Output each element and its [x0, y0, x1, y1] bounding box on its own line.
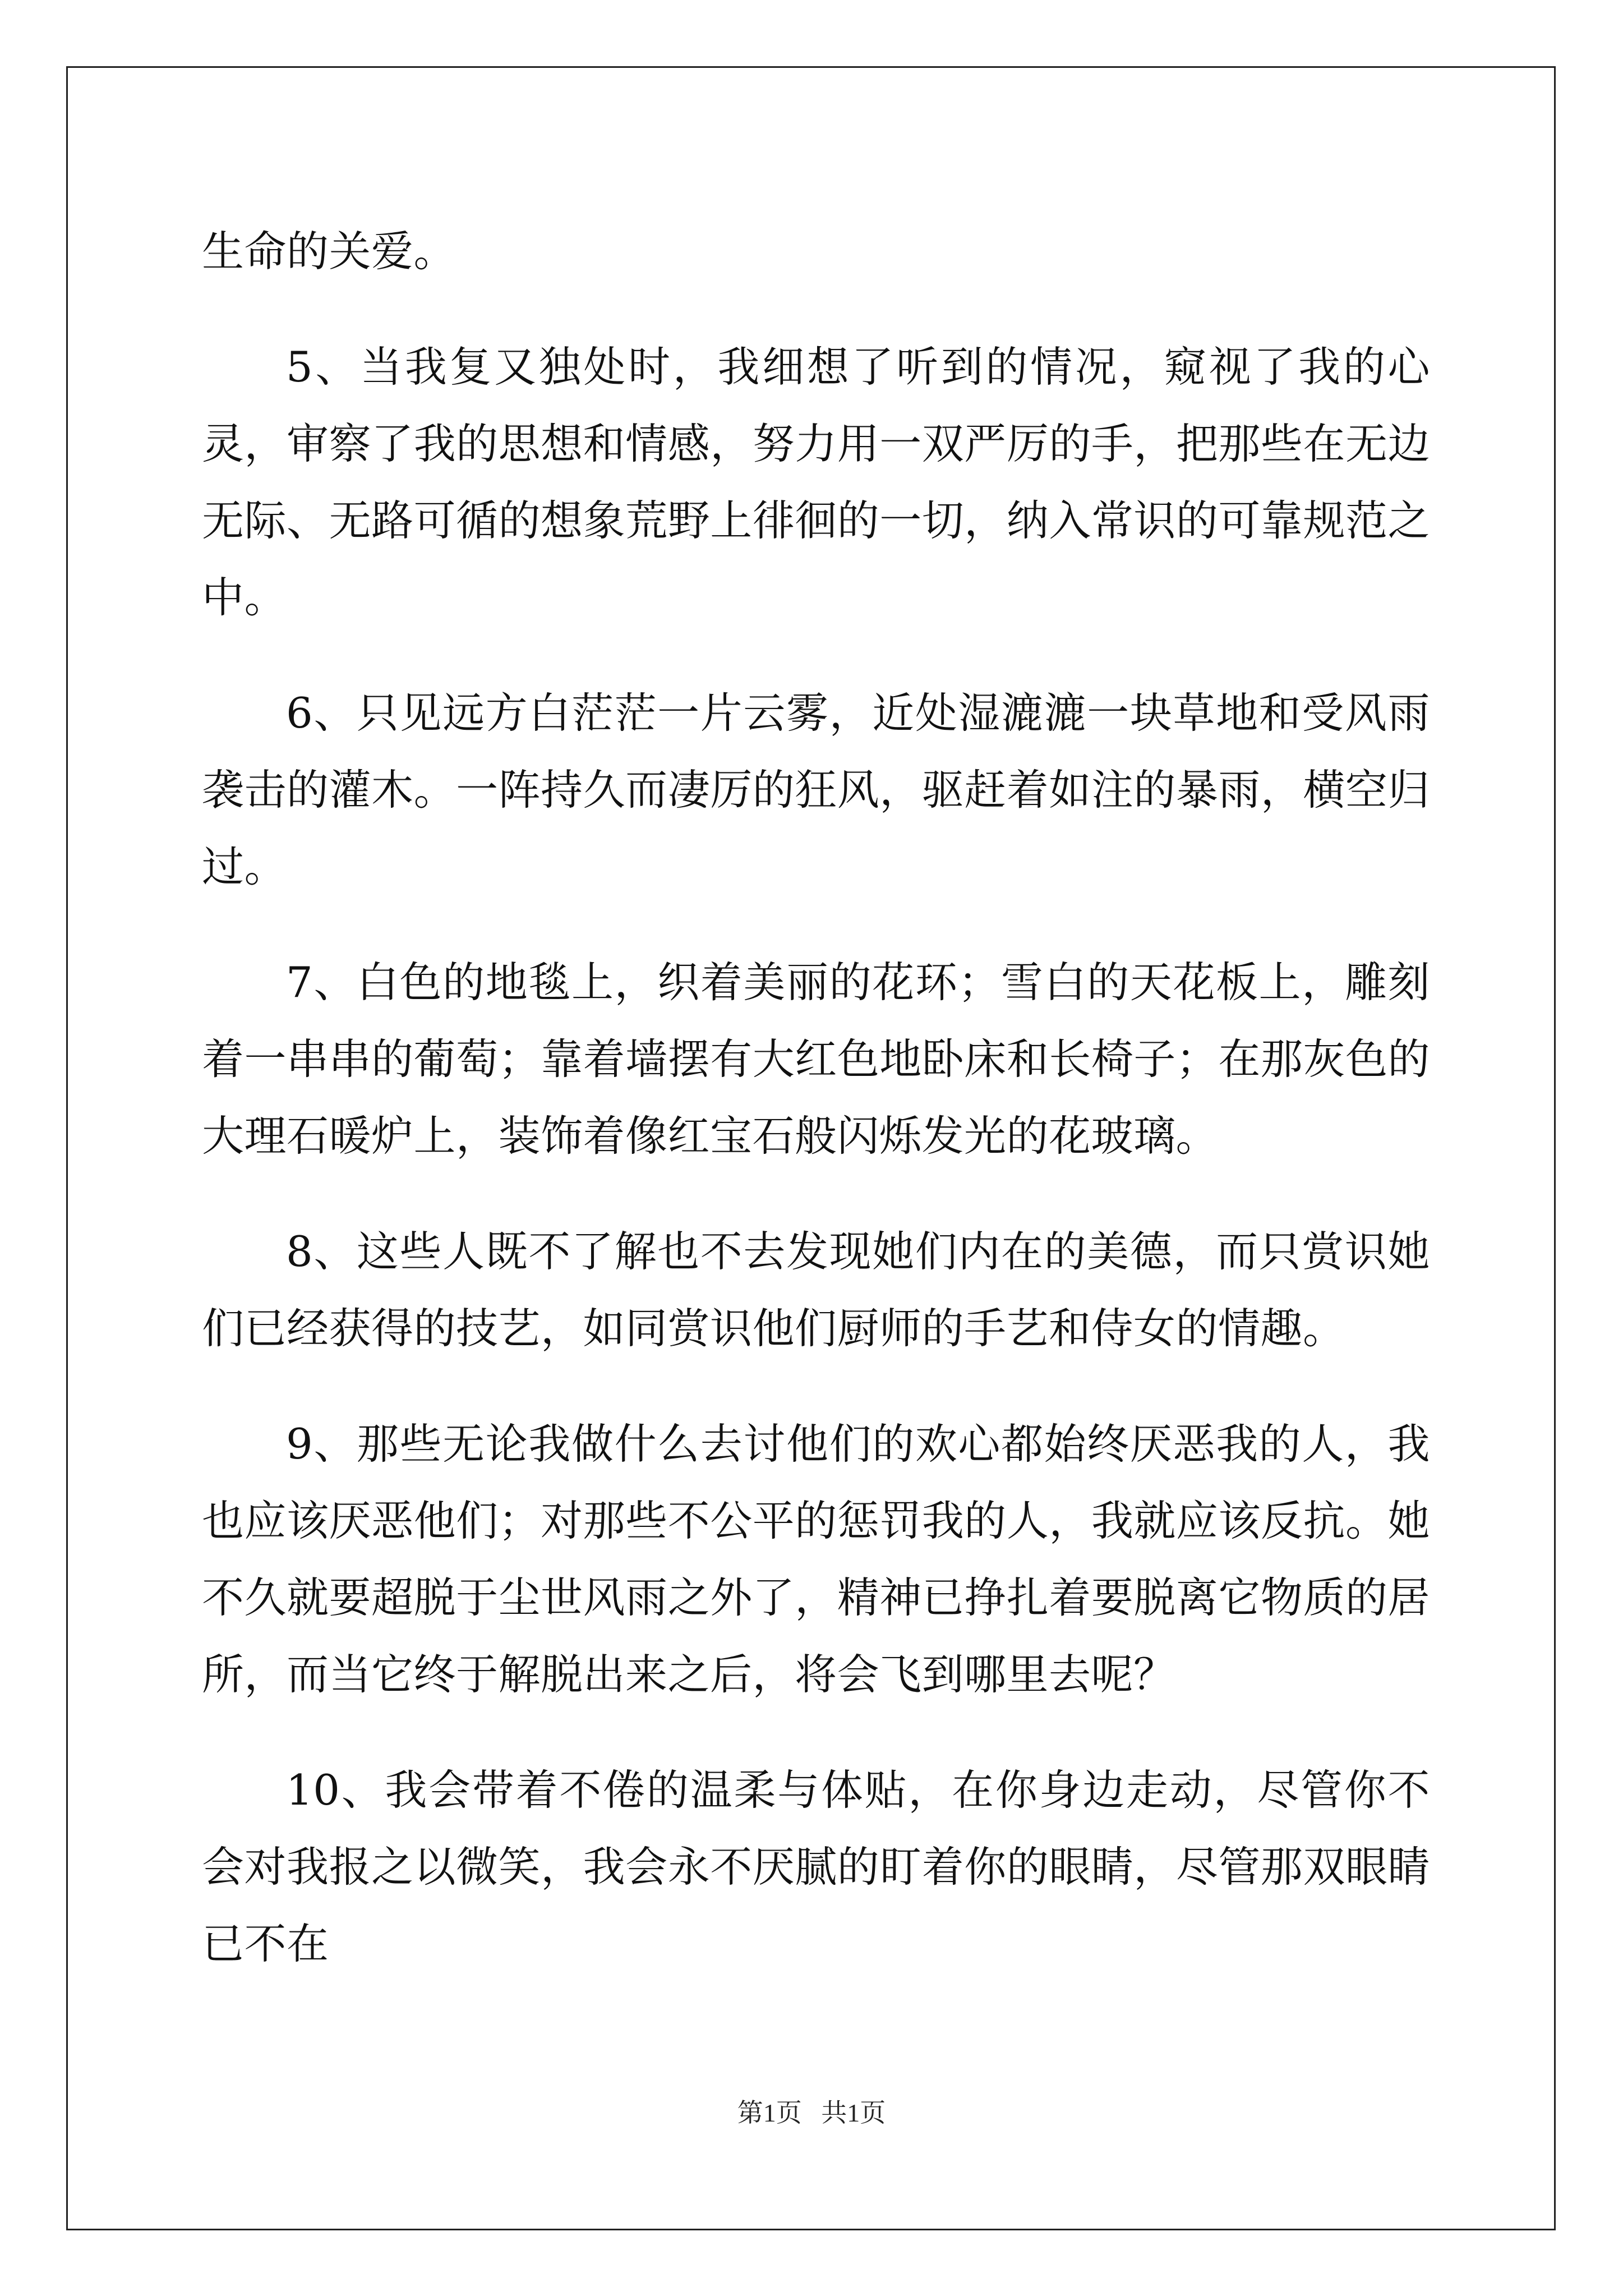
paragraph-continuation: 生命的关爱。	[202, 227, 457, 276]
paragraph-7: 7、白色的地毯上，织着美丽的花环；雪白的天花板上，雕刻着一串串的葡萄；靠着墙摆有大红色地卧床和长椅子；在那灰色的大理石暖炉上，装饰着像红宝石般闪烁发光的花玻璃。	[202, 958, 1430, 1161]
paragraph-9: 9、那些无论我做什么去讨他们的欢心都始终厌恶我的人，我也应该厌恶他们；对那些不公平的惩罚我的人，我就应该反抗。她不久就要超脱于尘世风雨之外了，精神已挣扎着要脱离它物质的居所，而当它终于解脱出来之后，将会飞到哪里去呢？	[202, 1419, 1430, 1699]
page-total: 共1页	[821, 2099, 886, 2127]
paragraph-5: 5、当我复又独处时，我细想了听到的情况，窥视了我的心灵，审察了我的思想和情感，努力用一双严厉的手，把那些在无边无际、无路可循的想象荒野上徘徊的一切，纳入常识的可靠规范之中。	[202, 342, 1430, 622]
page-footer	[0, 2092, 1623, 2129]
paragraph-10: 10、我会带着不倦的温柔与体贴，在你身边走动，尽管你不会对我报之以微笑，我会永不厌腻的盯着你的眼睛，尽管那双眼睛已不在	[202, 1765, 1430, 1968]
document-body	[202, 213, 1430, 2021]
page-number: 第1页	[737, 2099, 802, 2127]
paragraph-8: 8、这些人既不了解也不去发现她们内在的美德，而只赏识她们已经获得的技艺，如同赏识他们厨师的手艺和侍女的情趣。	[202, 1227, 1430, 1353]
paragraph-6: 6、只见远方白茫茫一片云雾，近处湿漉漉一块草地和受风雨袭击的灌木。一阵持久而凄厉的狂风，驱赶着如注的暴雨，横空归过。	[202, 688, 1430, 891]
